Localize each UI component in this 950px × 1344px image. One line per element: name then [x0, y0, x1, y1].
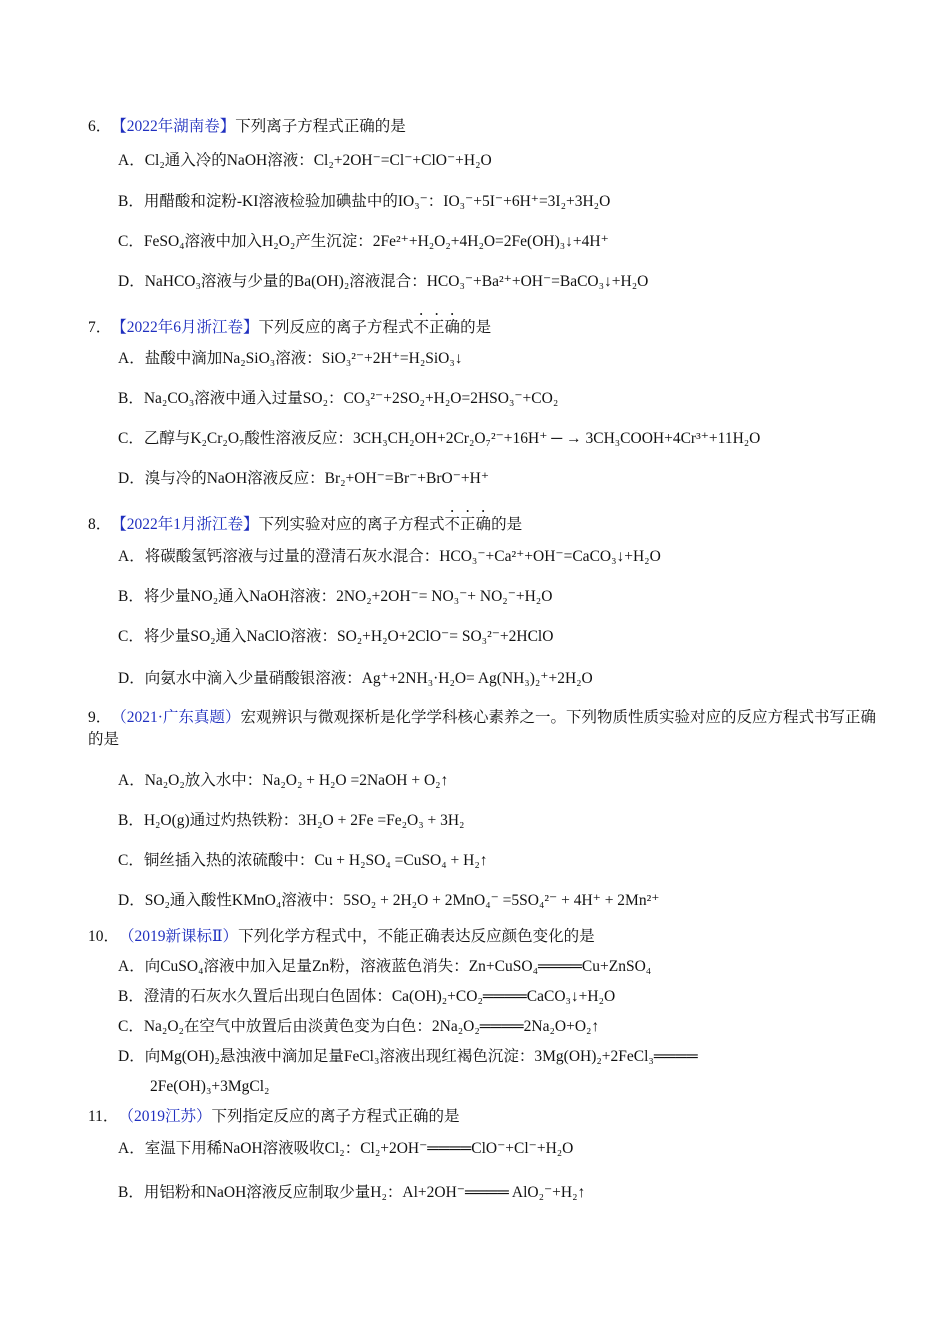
option-b: B．Na₂CO₃溶液中通入过量SO₂：CO₃²⁻+2SO₂+H₂O=2HSO₃⁻+CO₂ — [118, 390, 559, 407]
question-text: 宏观辨识与微观探析是化学学科核心素养之一。下列物质性质实验对应的反应方程式书写正确的是 — [88, 709, 876, 748]
question-source: 【2022年1月浙江卷】 — [111, 516, 259, 533]
option-b: B．将少量NO₂通入NaOH溶液：2NO₂+2OH⁻= NO₃⁻+ NO₂⁻+H₂O — [118, 588, 553, 605]
question-7-stem — [88, 310, 890, 339]
question-number: 6． — [88, 118, 112, 135]
option-b: B．用铝粉和NaOH溶液反应制取少量H₂：Al+2OH⁻════ AlO₂⁻+H₂↑ — [118, 1184, 586, 1201]
option-c: C．将少量SO₂通入NaClO溶液：SO₂+H₂O+2ClO⁻= SO₃²⁻+2HClO — [118, 628, 554, 645]
option-a: A．将碳酸氢钙溶液与过量的澄清石灰水混合：HCO₃⁻+Ca²⁺+OH⁻=CaCO₃↓+H₂O — [118, 548, 661, 565]
option-c: C．FeSO₄溶液中加入H₂O₂产生沉淀：2Fe²⁺+H₂O₂+4H₂O=2Fe(OH)₃↓+4H⁺ — [118, 233, 609, 250]
question-9-stem — [88, 707, 890, 751]
question-text: 下列反应的离子方程式 — [258, 319, 414, 336]
option-a: A．盐酸中滴加Na₂SiO₃溶液：SiO₃²⁻+2H⁺=H₂SiO₃↓ — [118, 350, 463, 367]
question-text-end: 的是 — [491, 516, 523, 533]
option-a: A．Na₂O₂放入水中：Na₂O₂ + H₂O =2NaOH + O₂↑ — [118, 772, 449, 789]
option-c: C．Na₂O₂在空气中放置后由淡黄色变为白色：2Na₂O₂════2Na₂O+O₂↑ — [118, 1018, 600, 1035]
question-8-stem — [88, 507, 890, 536]
question-text: 下列指定反应的离子方程式正确的是 — [211, 1108, 460, 1125]
option-d: D．向Mg(OH)₂悬浊液中滴加足量FeCl₃溶液出现红褐色沉淀：3Mg(OH)₂+2FeCl₃════ — [118, 1048, 698, 1065]
question-number: 8． — [88, 516, 112, 533]
question-source: （2021·广东真题） — [111, 709, 241, 726]
emphasis-text: 不正确 — [444, 516, 492, 533]
option-a: A．向CuSO₄溶液中加入足量Zn粉，溶液蓝色消失：Zn+CuSO₄════Cu+ZnSO₄ — [118, 958, 652, 975]
question-text-end: 的是 — [460, 319, 492, 336]
option-b: B．用醋酸和淀粉-KI溶液检验加碘盐中的IO₃⁻：IO₃⁻+5I⁻+6H⁺=3I₂+3H₂O — [118, 193, 611, 210]
question-number: 9． — [88, 709, 112, 726]
question-source: 【2022年湖南卷】 — [111, 118, 236, 135]
question-6-stem — [88, 116, 890, 138]
question-source: 【2022年6月浙江卷】 — [111, 319, 259, 336]
option-d: D．向氨水中滴入少量硝酸银溶液：Ag⁺+2NH₃·H₂O= Ag(NH₃)₂⁺+2H₂O — [118, 670, 593, 687]
question-source: （2019新课标Ⅱ） — [119, 928, 239, 945]
question-number: 11． — [88, 1108, 119, 1125]
option-b: B．H₂O(g)通过灼热铁粉：3H₂O + 2Fe =Fe₂O₃ + 3H₂ — [118, 812, 465, 829]
option-d-continuation: 2Fe(OH)₃+3MgCl₂ — [150, 1078, 270, 1095]
option-d: D．NaHCO₃溶液与少量的Ba(OH)₂溶液混合：HCO₃⁻+Ba²⁺+OH⁻=BaCO₃↓+H₂O — [118, 273, 649, 290]
question-text: 下列化学方程式中，不能正确表达反应颜色变化的是 — [238, 928, 595, 945]
option-c: C．乙醇与K₂Cr₂O₇酸性溶液反应：3CH₃CH₂OH+2Cr₂O₇²⁻+16H⁺ ─ → 3CH₃COOH+4Cr³⁺+11H₂O — [118, 430, 761, 447]
option-b: B．澄清的石灰水久置后出现白色固体：Ca(OH)₂+CO₂════CaCO₃↓+H₂O — [118, 988, 616, 1005]
option-c: C．铜丝插入热的浓硫酸中：Cu + H₂SO₄ =CuSO₄ + H₂↑ — [118, 852, 488, 869]
question-10-stem — [88, 926, 890, 948]
question-text: 下列实验对应的离子方程式 — [258, 516, 445, 533]
question-11-stem — [88, 1106, 890, 1128]
emphasis-text: 不正确 — [413, 319, 461, 336]
option-a: A．Cl₂通入冷的NaOH溶液：Cl₂+2OH⁻=Cl⁻+ClO⁻+H₂O — [118, 152, 492, 169]
option-d: D．溴与冷的NaOH溶液反应：Br₂+OH⁻=Br⁻+BrO⁻+H⁺ — [118, 470, 490, 487]
question-text: 下列离子方程式正确的是 — [235, 118, 406, 135]
option-a: A．室温下用稀NaOH溶液吸收Cl₂：Cl₂+2OH⁻════ClO⁻+Cl⁻+H₂O — [118, 1140, 574, 1157]
question-number: 10． — [88, 928, 120, 945]
option-d: D．SO₂通入酸性KMnO₄溶液中：5SO₂ + 2H₂O + 2MnO₄⁻ =5SO₄²⁻ + 4H⁺ + 2Mn²⁺ — [118, 892, 660, 909]
question-source: （2019江苏） — [118, 1108, 212, 1125]
question-number: 7． — [88, 319, 112, 336]
